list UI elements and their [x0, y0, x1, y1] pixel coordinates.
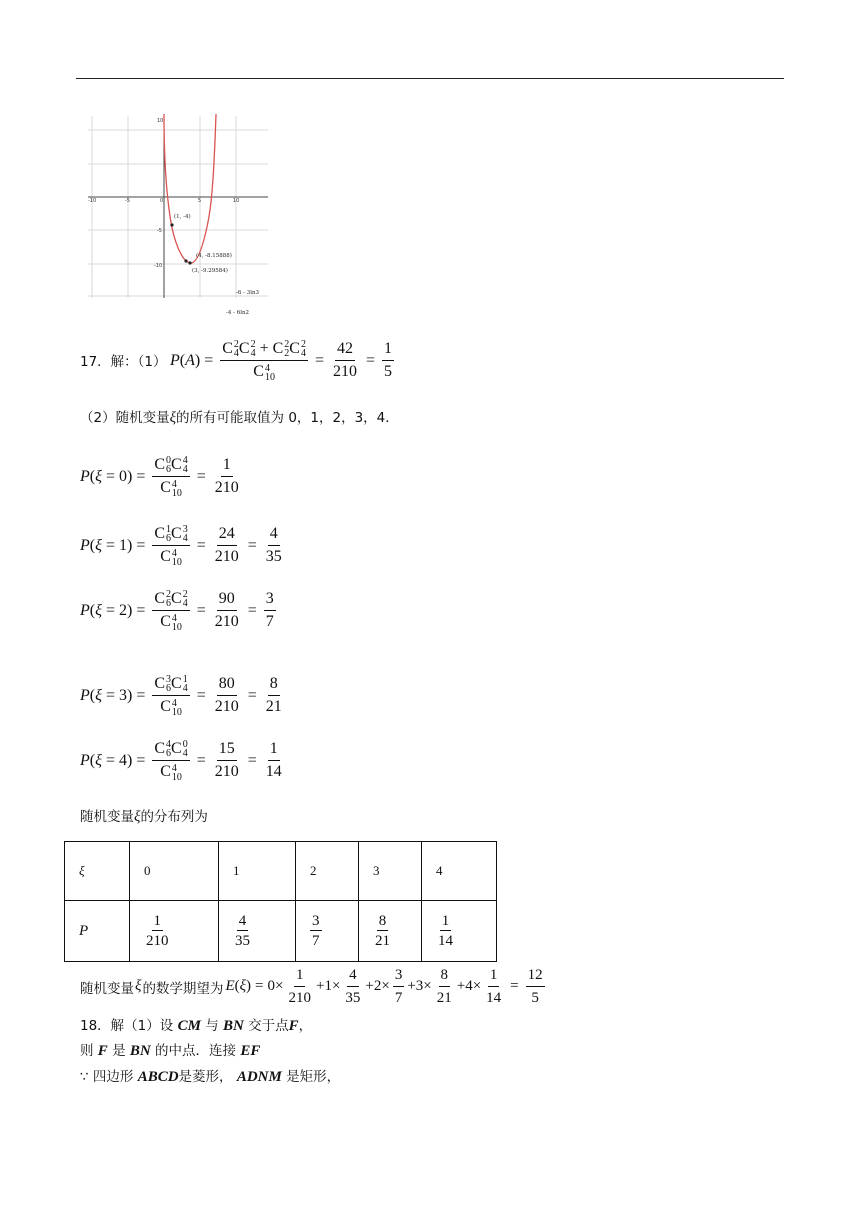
- tick-x-neg10: -10: [88, 198, 97, 204]
- dist-intro-b: 的分布列为: [140, 809, 208, 825]
- q18-line3: ∵ 四边形 ABCD是菱形， ADNM 是矩形，: [80, 1069, 341, 1085]
- table-header-xi: ξ: [65, 842, 130, 901]
- tick-x-5: 5: [198, 198, 202, 204]
- dist-intro-a: 随机变量: [80, 809, 134, 825]
- pa-result-num: 42: [335, 340, 355, 361]
- table-value-4: 4: [422, 842, 497, 901]
- part2-text: （2）随机变量: [80, 410, 170, 426]
- q17-part2: （2）随机变量ξ的所有可能取值为 0，1，2，3，4．: [80, 410, 399, 426]
- prob-line-0: P ( ξ = 0 ) = C 0 6 C 4 4 C 4 10 = $\frac{1}{210}$: [80, 455, 239, 499]
- table-row-probs: [65, 901, 497, 962]
- tick-x-0: 0: [160, 198, 164, 204]
- q17-label: 17．解：（1）: [80, 354, 167, 370]
- table-value-2: 2: [296, 842, 359, 901]
- prob-line-3: P ( ξ = 3 ) = C 3 6 C 1 4 C 4 10 = $\frac{80}{210}$ = $\frac{8}{21}$: [80, 674, 282, 718]
- table-prob-3: $\frac{8}{21}$: [359, 901, 422, 962]
- pa-simpl-num: 1: [382, 340, 394, 361]
- graph-note-1: -6 - 3ln3: [236, 290, 260, 296]
- table-value-3: 3: [359, 842, 422, 901]
- point-label-1: (1, -4): [174, 214, 191, 220]
- tick-x-neg5: -5: [125, 198, 130, 204]
- pa-simpl-den: 5: [384, 363, 393, 381]
- expect-den: 5: [531, 990, 539, 1006]
- table-prob-2: $\frac{3}{7}$: [296, 901, 359, 962]
- pa-equation: P ( A ) = C 2 4 C 2 4 + C 2 2 C 2 4 C 4 10 = $\frac{42}{210}$ = $\frac{1}{5}$: [170, 339, 393, 383]
- expect-num: 12: [526, 966, 545, 987]
- header-rule: [76, 78, 784, 79]
- tick-y-10: 10: [157, 118, 164, 124]
- point-marker-3: [188, 261, 191, 264]
- expect-b: 的数学期望为: [142, 980, 224, 997]
- function-curve: [164, 114, 216, 263]
- q18-line2: 则 F 是 BN 的中点．连接 EF: [80, 1043, 261, 1059]
- table-row-values: [65, 842, 497, 901]
- part2-rest: 的所有可能取值为 0，1，2，3，4．: [176, 410, 399, 426]
- table-prob-0: $\frac{1}{210}$: [130, 901, 219, 962]
- distribution-table: [64, 841, 497, 962]
- table-prob-1: $\frac{4}{35}$: [219, 901, 296, 962]
- prob-line-1: P ( ξ = 1 ) = C 1 6 C 3 4 C 4 10 = $\frac{24}{210}$ = $\frac{4}{35}$: [80, 524, 282, 568]
- table-value-1: 1: [219, 842, 296, 901]
- point-marker-1: [170, 223, 173, 226]
- pa-result-den: 210: [333, 363, 357, 381]
- expectation-line: 随机变量 ξ 的数学期望为 E ( ξ ) = 0× $\frac{1}{210}$ +1× $\frac{4}{35}$ +2× $\frac{3}{7}$ +3× $\frac{8}{21}$ +4× $\frac{1}{14}$ = $\frac{12}{5}$: [80, 967, 543, 1006]
- prob-line-2: P ( ξ = 2 ) = C 2 6 C 2 4 C 4 10 = $\frac{90}{210}$ = $\frac{3}{7}$: [80, 589, 274, 633]
- table-prob-4: $\frac{1}{14}$: [422, 901, 497, 962]
- expect-a: 随机变量: [80, 980, 134, 997]
- tick-y-neg10: -10: [154, 263, 163, 269]
- point-label-3: (3, -9.29584): [192, 268, 228, 274]
- prob-line-4: P ( ξ = 4 ) = C 4 6 C 0 4 C 4 10 = $\frac{15}{210}$ = $\frac{1}{14}$: [80, 739, 282, 783]
- point-label-2: (4, -8.15888): [196, 253, 232, 259]
- table-value-0: 0: [130, 842, 219, 901]
- q18-line1: 18．解（1）设 CM 与 BN 交于点F，: [80, 1018, 313, 1034]
- graph-note-2: -4 - 6ln2: [226, 310, 250, 316]
- function-graph: [84, 112, 278, 324]
- point-marker-2: [184, 259, 187, 262]
- table-header-p: P: [65, 901, 130, 962]
- tick-y-neg5: -5: [157, 228, 162, 234]
- dist-intro: 随机变量ξ的分布列为: [80, 809, 208, 825]
- tick-x-10: 10: [233, 198, 240, 204]
